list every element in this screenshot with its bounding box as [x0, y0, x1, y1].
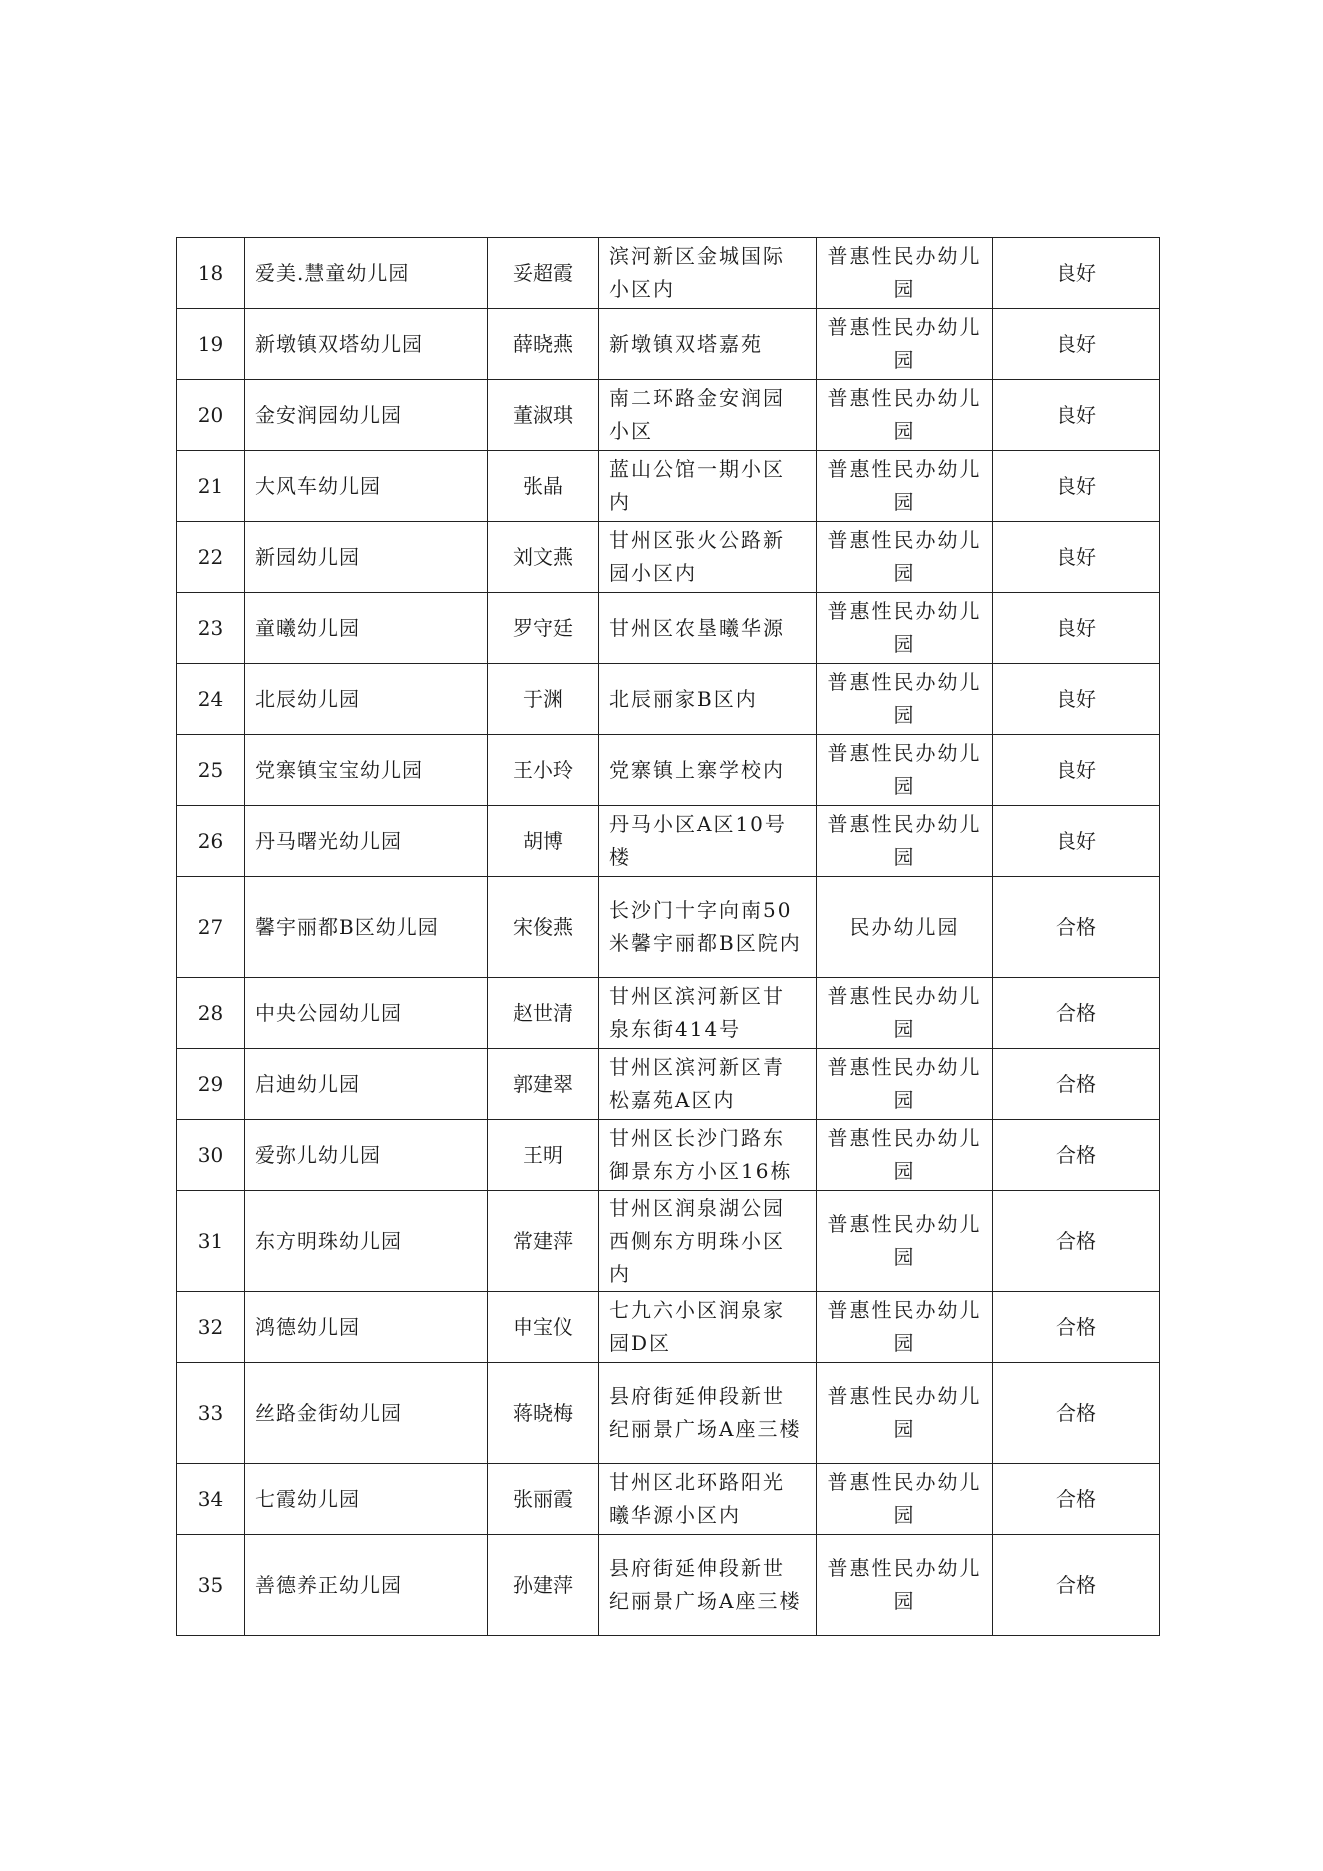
kindergarten-type: 普惠性民办幼儿园 — [817, 238, 993, 309]
kindergarten-name: 金安润园幼儿园 — [245, 380, 488, 451]
kindergarten-type: 普惠性民办幼儿园 — [817, 1464, 993, 1535]
kindergarten-name: 北辰幼儿园 — [245, 664, 488, 735]
evaluation-grade: 良好 — [993, 735, 1160, 806]
row-number: 18 — [177, 238, 245, 309]
director-name: 于渊 — [488, 664, 599, 735]
kindergarten-type: 普惠性民办幼儿园 — [817, 664, 993, 735]
evaluation-grade: 良好 — [993, 522, 1160, 593]
kindergarten-name: 童曦幼儿园 — [245, 593, 488, 664]
evaluation-grade: 良好 — [993, 380, 1160, 451]
address: 县府街延伸段新世纪丽景广场A座三楼 — [599, 1363, 817, 1464]
kindergarten-type: 普惠性民办幼儿园 — [817, 1363, 993, 1464]
kindergarten-name: 大风车幼儿园 — [245, 451, 488, 522]
director-name: 宋俊燕 — [488, 877, 599, 978]
row-number: 35 — [177, 1535, 245, 1636]
row-number: 29 — [177, 1049, 245, 1120]
kindergarten-type: 普惠性民办幼儿园 — [817, 978, 993, 1049]
kindergarten-type: 普惠性民办幼儿园 — [817, 1191, 993, 1292]
kindergarten-name: 新墩镇双塔幼儿园 — [245, 309, 488, 380]
kindergarten-name: 鸿德幼儿园 — [245, 1292, 488, 1363]
evaluation-grade: 合格 — [993, 1363, 1160, 1464]
address: 甘州区北环路阳光曦华源小区内 — [599, 1464, 817, 1535]
director-name: 赵世清 — [488, 978, 599, 1049]
director-name: 刘文燕 — [488, 522, 599, 593]
table-row — [177, 1292, 1160, 1363]
address: 县府街延伸段新世纪丽景广场A座三楼 — [599, 1535, 817, 1636]
evaluation-grade: 良好 — [993, 664, 1160, 735]
address: 北辰丽家B区内 — [599, 664, 817, 735]
row-number: 21 — [177, 451, 245, 522]
director-name: 郭建翠 — [488, 1049, 599, 1120]
row-number: 24 — [177, 664, 245, 735]
row-number: 32 — [177, 1292, 245, 1363]
table-row — [177, 593, 1160, 664]
kindergarten-name: 中央公园幼儿园 — [245, 978, 488, 1049]
kindergarten-name: 善德养正幼儿园 — [245, 1535, 488, 1636]
kindergarten-type: 普惠性民办幼儿园 — [817, 1535, 993, 1636]
address: 南二环路金安润园小区 — [599, 380, 817, 451]
kindergarten-name: 启迪幼儿园 — [245, 1049, 488, 1120]
evaluation-grade: 合格 — [993, 1120, 1160, 1191]
table-row — [177, 978, 1160, 1049]
kindergarten-table — [176, 237, 1160, 1636]
table-row — [177, 664, 1160, 735]
row-number: 34 — [177, 1464, 245, 1535]
table-row — [177, 806, 1160, 877]
kindergarten-type: 普惠性民办幼儿园 — [817, 806, 993, 877]
kindergarten-type: 普惠性民办幼儿园 — [817, 522, 993, 593]
address: 滨河新区金城国际小区内 — [599, 238, 817, 309]
address: 甘州区农垦曦华源 — [599, 593, 817, 664]
director-name: 张丽霞 — [488, 1464, 599, 1535]
director-name: 申宝仪 — [488, 1292, 599, 1363]
row-number: 25 — [177, 735, 245, 806]
kindergarten-name: 七霞幼儿园 — [245, 1464, 488, 1535]
evaluation-grade: 良好 — [993, 451, 1160, 522]
director-name: 常建萍 — [488, 1191, 599, 1292]
row-number: 22 — [177, 522, 245, 593]
evaluation-grade: 合格 — [993, 978, 1160, 1049]
kindergarten-type: 普惠性民办幼儿园 — [817, 1292, 993, 1363]
address: 甘州区张火公路新园小区内 — [599, 522, 817, 593]
kindergarten-type: 普惠性民办幼儿园 — [817, 309, 993, 380]
table-row — [177, 1464, 1160, 1535]
row-number: 20 — [177, 380, 245, 451]
table-row — [177, 522, 1160, 593]
director-name: 董淑琪 — [488, 380, 599, 451]
kindergarten-type: 普惠性民办幼儿园 — [817, 735, 993, 806]
kindergarten-name: 新园幼儿园 — [245, 522, 488, 593]
evaluation-grade: 良好 — [993, 238, 1160, 309]
director-name: 张晶 — [488, 451, 599, 522]
table-row — [177, 1049, 1160, 1120]
evaluation-grade: 合格 — [993, 1049, 1160, 1120]
kindergarten-type: 普惠性民办幼儿园 — [817, 1120, 993, 1191]
evaluation-grade: 良好 — [993, 806, 1160, 877]
director-name: 蒋晓梅 — [488, 1363, 599, 1464]
address: 七九六小区润泉家园D区 — [599, 1292, 817, 1363]
director-name: 王小玲 — [488, 735, 599, 806]
kindergarten-name: 馨宇丽都B区幼儿园 — [245, 877, 488, 978]
row-number: 33 — [177, 1363, 245, 1464]
address: 丹马小区A区10号楼 — [599, 806, 817, 877]
evaluation-grade: 合格 — [993, 1464, 1160, 1535]
address: 甘州区润泉湖公园西侧东方明珠小区内 — [599, 1191, 817, 1292]
table-row — [177, 451, 1160, 522]
evaluation-grade: 合格 — [993, 1535, 1160, 1636]
kindergarten-type: 普惠性民办幼儿园 — [817, 593, 993, 664]
row-number: 26 — [177, 806, 245, 877]
table-row — [177, 309, 1160, 380]
table-row — [177, 877, 1160, 978]
address: 新墩镇双塔嘉苑 — [599, 309, 817, 380]
kindergarten-type: 民办幼儿园 — [817, 877, 993, 978]
director-name: 王明 — [488, 1120, 599, 1191]
row-number: 28 — [177, 978, 245, 1049]
table-row — [177, 1535, 1160, 1636]
director-name: 妥超霞 — [488, 238, 599, 309]
address: 甘州区滨河新区青松嘉苑A区内 — [599, 1049, 817, 1120]
table-row — [177, 1363, 1160, 1464]
kindergarten-name: 党寨镇宝宝幼儿园 — [245, 735, 488, 806]
address: 长沙门十字向南50米馨宇丽都B区院内 — [599, 877, 817, 978]
kindergarten-name: 丝路金街幼儿园 — [245, 1363, 488, 1464]
row-number: 23 — [177, 593, 245, 664]
table-row — [177, 1120, 1160, 1191]
table-row — [177, 380, 1160, 451]
address: 甘州区长沙门路东御景东方小区16栋 — [599, 1120, 817, 1191]
kindergarten-name: 爱美.慧童幼儿园 — [245, 238, 488, 309]
row-number: 19 — [177, 309, 245, 380]
address: 蓝山公馆一期小区内 — [599, 451, 817, 522]
kindergarten-type: 普惠性民办幼儿园 — [817, 380, 993, 451]
table-row — [177, 238, 1160, 309]
director-name: 罗守廷 — [488, 593, 599, 664]
kindergarten-name: 爱弥儿幼儿园 — [245, 1120, 488, 1191]
evaluation-grade: 合格 — [993, 1191, 1160, 1292]
evaluation-grade: 良好 — [993, 593, 1160, 664]
director-name: 孙建萍 — [488, 1535, 599, 1636]
director-name: 胡博 — [488, 806, 599, 877]
row-number: 31 — [177, 1191, 245, 1292]
kindergarten-type: 普惠性民办幼儿园 — [817, 1049, 993, 1120]
evaluation-grade: 合格 — [993, 877, 1160, 978]
kindergarten-name: 东方明珠幼儿园 — [245, 1191, 488, 1292]
director-name: 薛晓燕 — [488, 309, 599, 380]
table-row — [177, 735, 1160, 806]
address: 党寨镇上寨学校内 — [599, 735, 817, 806]
kindergarten-type: 普惠性民办幼儿园 — [817, 451, 993, 522]
row-number: 27 — [177, 877, 245, 978]
row-number: 30 — [177, 1120, 245, 1191]
address: 甘州区滨河新区甘泉东街414号 — [599, 978, 817, 1049]
evaluation-grade: 合格 — [993, 1292, 1160, 1363]
evaluation-grade: 良好 — [993, 309, 1160, 380]
table-row — [177, 1191, 1160, 1292]
kindergarten-name: 丹马曙光幼儿园 — [245, 806, 488, 877]
